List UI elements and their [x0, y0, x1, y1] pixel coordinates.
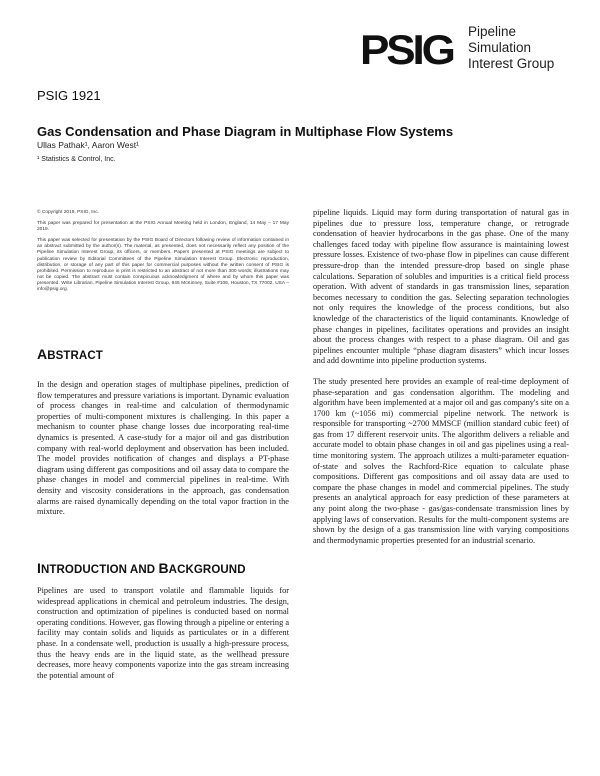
paper-title: Gas Condensation and Phase Diagram in Multiphase Flow Systems: [37, 124, 454, 139]
introduction-paragraph: Pipelines are used to transport volatile and flammable liquids for widespread applications in chemical and petroleum industries. The design, construction and optimization of pipelines is conducted based on normal operating conditions. However, gas flowing through a pipeline or entering a facility may contain solids and liquids as particulates or in a different phase. In a condensate well, production is usually a high-pressure process, thus the heavy ends are in the liquid state, as the wellhead pressure decreases, more heavy components vaporize into the gas stream increasing the potential amount of: [37, 586, 289, 680]
intro-heading-cap-1: I: [37, 560, 41, 576]
abstract-heading: [37, 346, 103, 362]
abstract-body: [37, 380, 289, 528]
authors: Ullas Pathak¹, Aaron West¹: [37, 140, 139, 150]
right-column-paragraph-1: pipeline liquids. Liquid may form during transportation of natural gas in pipelines due to pressure loss, temperature change, or retrograde condensation of heavier hydrocarbons in the gas phase. One of the many challenges faced today with pipeline flow assurance is maintaining lowest pressure losses. Existence of two-phase flow in pipelines can cause different pressure-drop than the intended pressure-drop based on single phase calculations. Separation of solubles and impurities is a critical field process operation. With advent of standards in gas transmission lines, separation becomes necessary to condition the gas. Selecting separation technologies not only requires the knowledge of the process conditions, but also knowledge of the characteristics of the liquid contaminants. Knowledge of phase changes in pipelines, facilitates operations and provides an insight about the process changes with respect to a phase diagram. Oil and gas pipelines encounter multiple “phase diagram disasters” which incur losses and add downtime into pipeline production systems.: [313, 208, 569, 366]
intro-heading-cap-2: B: [158, 560, 169, 576]
copyright-line: © Copyright 2019, PSIG, Inc.: [37, 210, 99, 215]
introduction-heading: [37, 560, 246, 576]
affiliation: ¹ Statistics & Control, Inc.: [37, 156, 116, 163]
abstract-heading-cap: A: [37, 346, 48, 362]
intro-heading-rest-2: ACKGROUND: [168, 564, 246, 576]
selection-disclaimer: This paper was selected for presentation by the PSIG Board of Directors following review of information contained in an abstract submitted by the author(s). The material, as presented, does not necessarily reflect any position of the Pipeline Simulation Interest Group, its officers, or members. Papers presented at PSIG meetings are subject to publication review by Editorial Committees of the Pipeline Simulation Interest Group. Electronic reproduction, distribution, or storage of any part of this paper for commercial purposes without the written consent of PSIG is prohibited. Permission to reproduce in print is restricted to an abstract of not more than 300 words; illustrations may not be copied. The abstract must contain conspicuous acknowledgment of where and by whom this paper was presented. Write Librarian, Pipeline Simulation Interest Group, 945 McKinney, Suite #106, Houston, TX 77002, USA – info@psig.org.: [37, 238, 289, 293]
intro-heading-rest-1: NTRODUCTION AND: [41, 564, 159, 576]
right-column-paragraph-2: The study presented here provides an example of real-time deployment of phase-separation and gas condensation algorithm. The modeling and algorithm have been implemented at a major oil and gas company's site on a 1700 km (~1056 mi) commercial pipeline network. The network is responsible for transporting ~2700 MMSCF (million standard cubic feet) of gas from 17 different reservoir units. The algorithm delivers a reliable and accurate model to obtain phase changes in oil and gas pipelines using a real-time monitoring system. The approach utilizes a multi-parameter equation-of-state and solves the Rachford-Rice equation to calculate phase compositions. Different gas compositions and oil assay data are used to compare the phase changes in model and commercial pipelines. The study presents an analytical approach for easy prediction of these parameters at any point along the two-phase - gas/gas-condensate transmission lines by applying laws of conservation. Results for the multi-component systems are shown by the design of a gas transmission line with varying compositions and thermodynamic properties presented for an industrial scenario.: [313, 376, 569, 545]
presentation-note: This paper was prepared for presentation at the PSIG Annual Meeting held in London, England, 14 May – 17 May 2019.: [37, 221, 289, 233]
psig-logo: [360, 24, 580, 84]
logo-line-pipeline: Pipeline: [468, 24, 517, 39]
abstract-heading-rest: BSTRACT: [47, 350, 103, 362]
copyright-notice: [37, 210, 289, 298]
logo-line-interest-group: Interest Group: [468, 56, 555, 71]
right-column: [313, 208, 569, 556]
introduction-body: [37, 586, 289, 691]
paper-number: PSIG 1921: [37, 88, 101, 103]
psig-logo-text: [468, 24, 554, 72]
psig-logo-mark: PSIG: [360, 26, 453, 73]
logo-line-simulation: Simulation: [468, 40, 532, 55]
abstract-paragraph: In the design and operation stages of multiphase pipelines, prediction of flow temperatures and pressure variations is important. Dynamic evaluation of process changes in real-time and calculation of thermodynamic properties of multi-component mixtures is challenging. In this paper a mechanism to counter phase change losses due incorporating real-time dynamics is presented. A case-study for a major oil and gas distribution company with real-world deployment and observation has been included. The model provides notification of changes and displays a PT-phase diagram using different gas compositions and oil assay data to compare the phase changes in model and commercial pipelines in real-time. With density and viscosity considerations in the approach, gas condensation alarms are raised dynamically depending on the total vapor fraction in the mixture.: [37, 380, 289, 517]
